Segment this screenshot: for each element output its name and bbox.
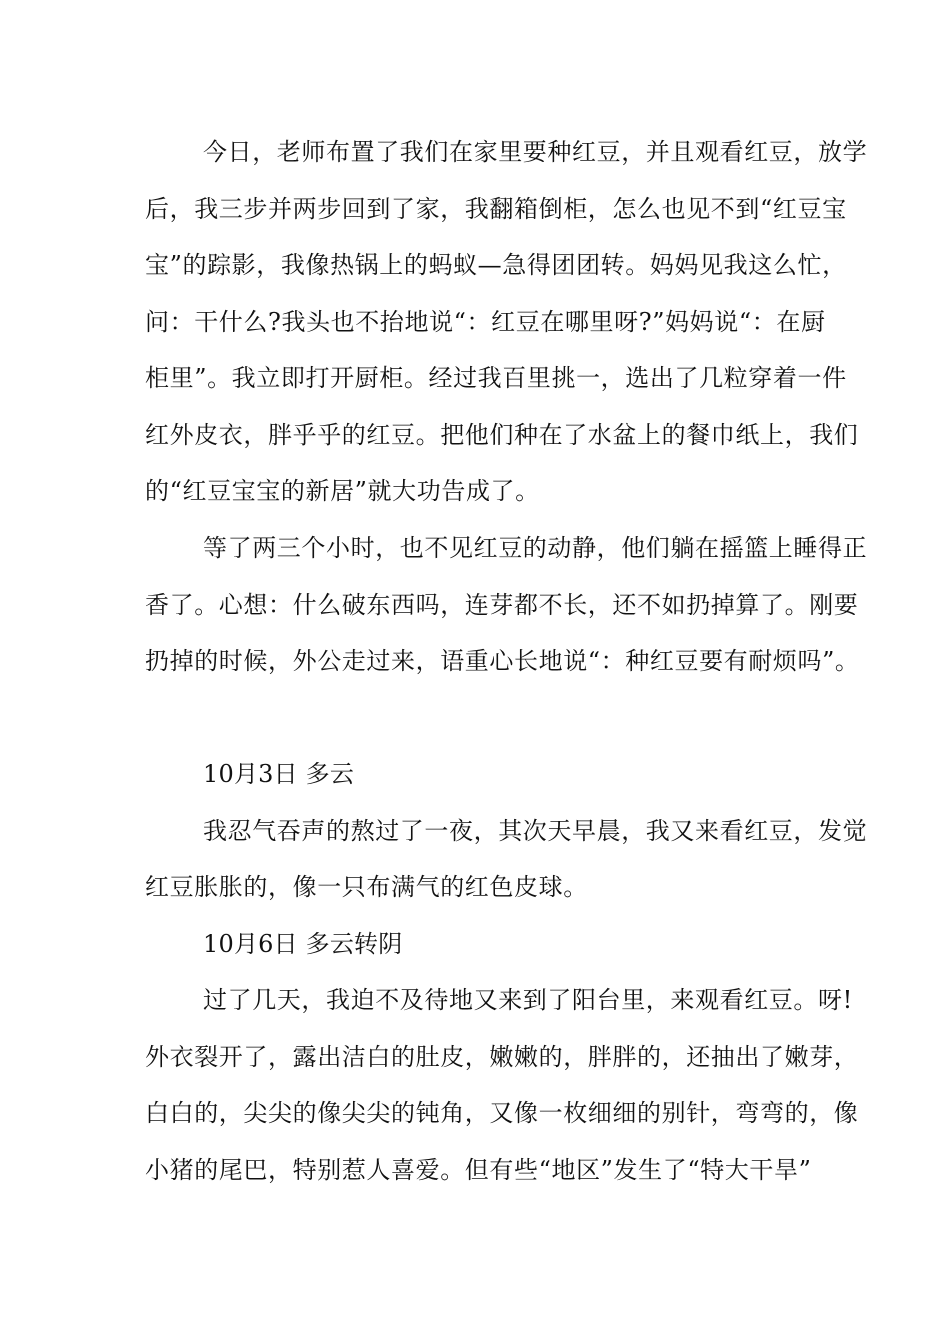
paragraph-line: 小猪的尾巴，特别惹人喜爱。但有些“地区”发生了“特大干旱” xyxy=(145,1156,812,1184)
paragraph-line: 的“红豆宝宝的新居”就大功告成了。 xyxy=(145,477,540,505)
paragraph-line: 过了几天，我迫不及待地又来到了阳台里，来观看红豆。呀! xyxy=(203,986,853,1014)
paragraph-line: 红外皮衣，胖乎乎的红豆。把他们种在了水盆上的餐巾纸上，我们 xyxy=(145,421,859,449)
paragraph-line: 白白的，尖尖的像尖尖的钝角，又像一枚细细的别针，弯弯的，像 xyxy=(145,1099,859,1127)
paragraph-line: 问：干什么?我头也不抬地说“：红豆在哪里呀?”妈妈说“：在厨 xyxy=(145,308,826,336)
paragraph-line: 等了两三个小时，也不见红豆的动静，他们躺在摇篮上睡得正 xyxy=(203,534,868,562)
paragraph-line: 扔掉的时候，外公走过来，语重心长地说“：种红豆要有耐烦吗”。 xyxy=(145,647,860,675)
paragraph-line: 今日，老师布置了我们在家里要种红豆，并且观看红豆，放学 xyxy=(203,138,868,166)
paragraph-line: 外衣裂开了，露出洁白的肚皮，嫩嫩的，胖胖的，还抽出了嫩芽， xyxy=(145,1043,859,1071)
paragraph-line: 红豆胀胀的，像一只布满气的红色皮球。 xyxy=(145,873,588,901)
paragraph-line: 后，我三步并两步回到了家，我翻箱倒柜，怎么也见不到“红豆宝 xyxy=(145,195,847,223)
paragraph-line: 我忍气吞声的熬过了一夜，其次天早晨，我又来看红豆，发觉 xyxy=(203,817,868,845)
diary-date: 10月6日 多云转阴 xyxy=(203,930,403,958)
paragraph-line: 香了。心想：什么破东西吗，连芽都不长，还不如扔掉算了。刚要 xyxy=(145,591,859,619)
paragraph-line: 柜里”。我立即打开厨柜。经过我百里挑一，选出了几粒穿着一件 xyxy=(145,364,847,392)
diary-date: 10月3日 多云 xyxy=(203,760,355,788)
paragraph-line: 宝”的踪影，我像热锅上的蚂蚁—急得团团转。妈妈见我这么忙， xyxy=(145,251,847,279)
